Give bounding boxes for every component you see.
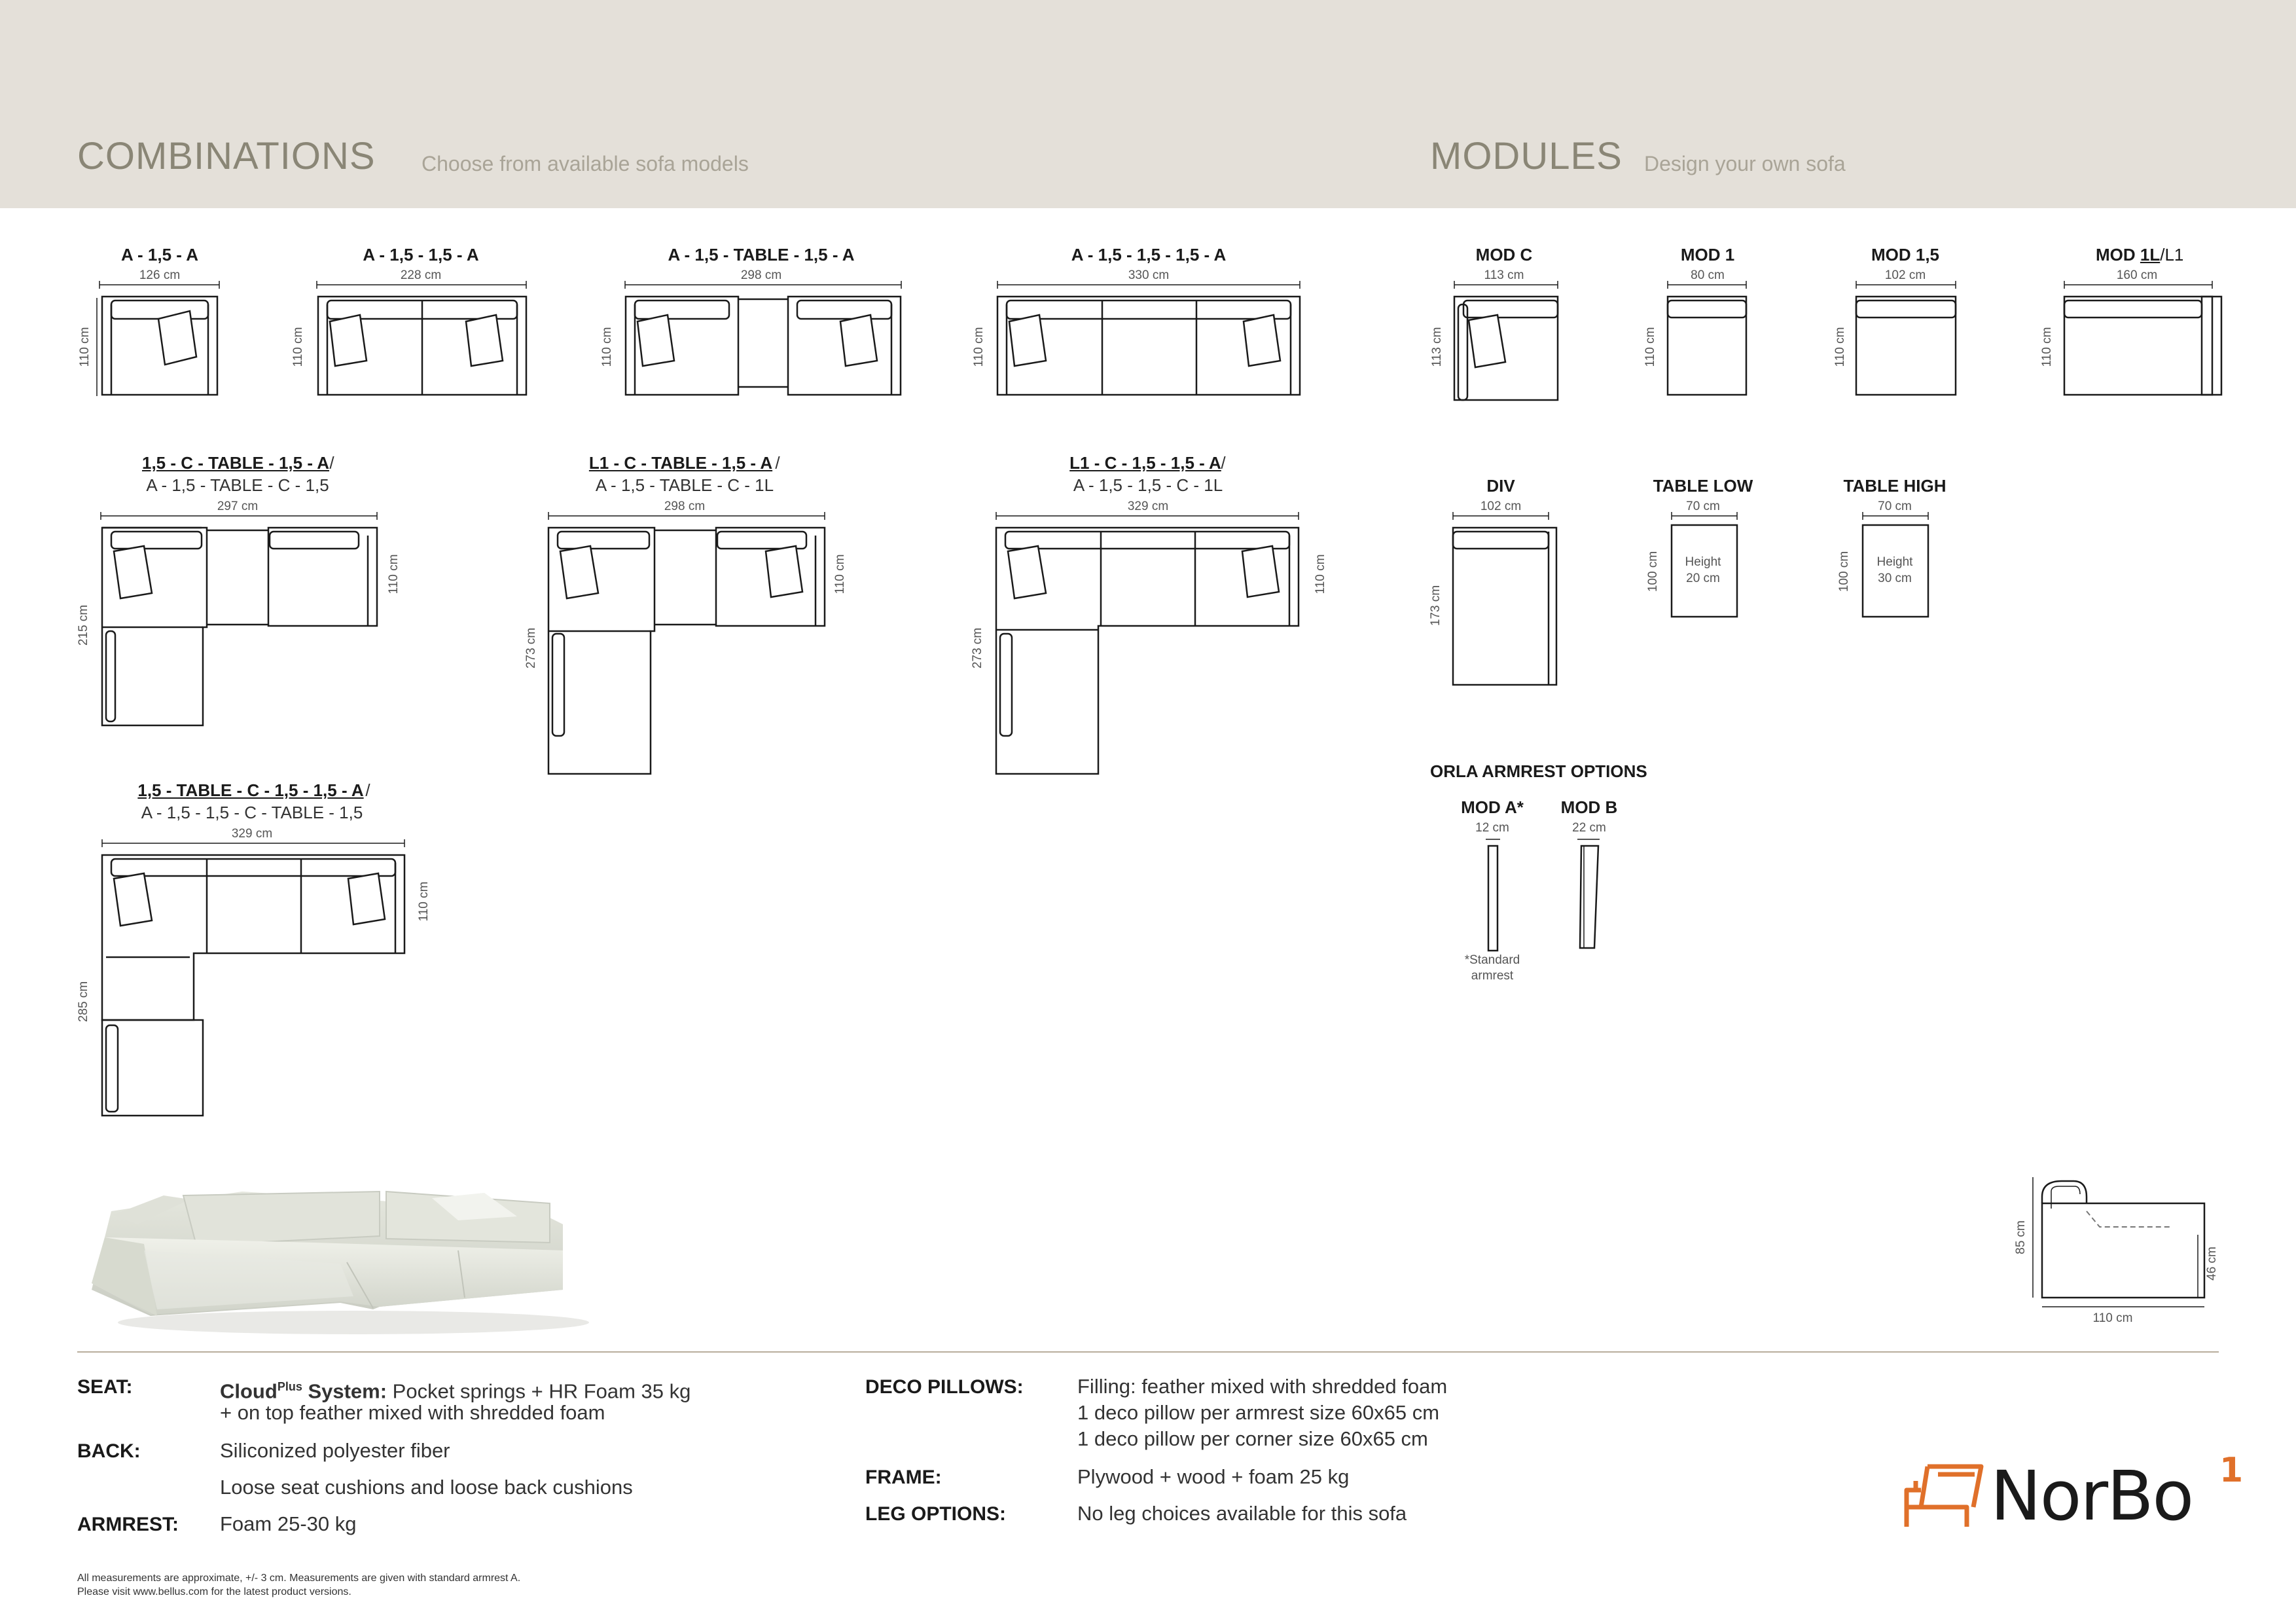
combo-depth: 110 cm xyxy=(417,881,431,922)
combo-depth: 110 cm xyxy=(972,327,986,367)
sofa-photo xyxy=(65,1152,583,1342)
combo-length: 273 cm xyxy=(971,627,984,669)
combo-width: 298 cm xyxy=(740,268,782,282)
armrest-note-line1: *Standard xyxy=(1464,953,1520,967)
footnote-line2: Please visit www.bellus.com for the latest product versions. xyxy=(77,1586,351,1597)
combo-drawing xyxy=(615,278,910,399)
module-width: 113 cm xyxy=(1484,268,1524,282)
table-height-value: 20 cm xyxy=(1686,572,1720,585)
module-width: 80 cm xyxy=(1691,268,1725,282)
module-width: 70 cm xyxy=(1686,500,1720,513)
module-depth: 173 cm xyxy=(1429,585,1443,627)
combo-width: 330 cm xyxy=(1128,268,1170,282)
combinations-title: COMBINATIONS xyxy=(77,135,376,177)
spec-value-armrest: Foam 25-30 kg xyxy=(220,1512,357,1535)
module-title-l1: /L1 xyxy=(2160,245,2184,264)
chair-logo-icon xyxy=(1901,1461,1986,1533)
module-width: 70 cm xyxy=(1878,500,1912,513)
combo-alt-title: A - 1,5 - TABLE - C - 1L xyxy=(595,475,774,495)
combo-depth: 110 cm xyxy=(833,554,847,594)
combo-title: A - 1,5 - A xyxy=(121,245,198,264)
combo-width: 228 cm xyxy=(400,268,442,282)
combo-alt-title: A - 1,5 - TABLE - C - 1,5 xyxy=(146,475,329,495)
footnote-line1: All measurements are approximate, +/- 3 cm. Measurements are given with standard armrest A. xyxy=(77,1573,521,1584)
armrest-option-width: 22 cm xyxy=(1572,821,1606,835)
module-title: TABLE HIGH xyxy=(1843,476,1946,496)
table-height-label: Height xyxy=(1685,555,1721,569)
combo-title: A - 1,5 - 1,5 - 1,5 - A xyxy=(1071,245,1227,264)
spec-seat-system: System: xyxy=(302,1379,387,1403)
combo-depth: 110 cm xyxy=(78,327,92,367)
combo-length: 215 cm xyxy=(77,604,90,646)
armrest-note-line2: armrest xyxy=(1471,969,1514,983)
spec-value-deco-line1: Filling: feather mixed with shredded foam xyxy=(1077,1375,1448,1398)
module-drawing xyxy=(1660,278,1758,399)
spec-value-deco-line2: 1 deco pillow per armrest size 60x65 cm xyxy=(1077,1401,1440,1424)
logo-sup: 1 xyxy=(2219,1451,2244,1490)
armrest-option-title: MOD A* xyxy=(1461,797,1524,817)
module-width: 102 cm xyxy=(1480,500,1522,513)
module-depth: 110 cm xyxy=(1643,327,1657,367)
module-width: 160 cm xyxy=(2116,268,2158,282)
spec-seat-desc: Pocket springs + HR Foam 35 kg xyxy=(387,1379,691,1403)
combinations-subtitle: Choose from available sofa models xyxy=(422,152,749,175)
module-title-1l: 1L xyxy=(2140,245,2161,264)
combo-length: 273 cm xyxy=(524,627,538,669)
spec-value-deco-line3: 1 deco pillow per corner size 60x65 cm xyxy=(1077,1427,1428,1450)
module-depth: 110 cm xyxy=(2040,327,2054,367)
combo-alt-title: A - 1,5 - 1,5 - C - 1L xyxy=(1073,475,1223,495)
side-view-drawing xyxy=(2022,1172,2206,1322)
combo-alt-title: A - 1,5 - 1,5 - C - TABLE - 1,5 xyxy=(141,803,363,822)
combo-title: 1,5 - C - TABLE - 1,5 - A xyxy=(141,453,330,473)
module-drawing xyxy=(1848,278,1966,399)
combo-drawing xyxy=(92,837,412,1118)
combo-width: 297 cm xyxy=(217,500,259,513)
spec-label-seat: SEAT: xyxy=(77,1376,133,1398)
combo-width: 329 cm xyxy=(231,827,273,841)
spec-seat-brand: Cloud xyxy=(220,1379,278,1403)
combo-title: A - 1,5 - 1,5 - A xyxy=(363,245,479,264)
module-title: MOD 1 xyxy=(1680,245,1735,264)
module-drawing xyxy=(1445,509,1560,689)
spec-label-leg-options: LEG OPTIONS: xyxy=(865,1503,1007,1525)
spec-value-back-line2: Loose seat cushions and loose back cushions xyxy=(220,1476,633,1499)
combo-depth: 110 cm xyxy=(1314,554,1327,594)
modules-title: MODULES xyxy=(1430,135,1623,177)
side-height: 85 cm xyxy=(2014,1220,2028,1254)
combo-depth: 110 cm xyxy=(387,554,401,594)
combo-drawing xyxy=(986,509,1306,778)
spec-value-frame: Plywood + wood + foam 25 kg xyxy=(1077,1465,1350,1488)
armrest-option-title: MOD B xyxy=(1560,797,1618,817)
module-depth: 110 cm xyxy=(1833,327,1847,367)
spec-value-leg-options: No leg choices available for this sofa xyxy=(1077,1502,1407,1525)
armrest-title: ORLA ARMREST OPTIONS xyxy=(1430,761,1647,781)
module-title-prefix: MOD xyxy=(2096,245,2140,264)
spec-label-back: BACK: xyxy=(77,1440,141,1462)
combo-drawing xyxy=(538,509,839,778)
combo-width: 126 cm xyxy=(139,268,181,282)
combo-drawing xyxy=(987,278,1308,399)
module-drawing xyxy=(2055,278,2219,399)
table-height-value: 30 cm xyxy=(1878,572,1912,585)
combo-title: L1 - C - TABLE - 1,5 - A xyxy=(588,453,773,473)
combo-title: A - 1,5 - TABLE - 1,5 - A xyxy=(668,245,855,264)
side-depth: 110 cm xyxy=(2092,1311,2133,1325)
module-title: TABLE LOW xyxy=(1653,476,1753,496)
combo-depth: 110 cm xyxy=(291,327,305,367)
combo-slash: / xyxy=(1221,453,1226,473)
table-height-label: Height xyxy=(1876,555,1913,569)
spec-label-armrest: ARMREST: xyxy=(77,1514,179,1535)
spec-seat-brand-sup: Plus xyxy=(277,1380,302,1393)
module-title: MOD 1,5 xyxy=(1871,245,1940,264)
logo-text: NorBo xyxy=(1990,1456,2193,1536)
armrest-option-width: 12 cm xyxy=(1475,821,1509,835)
combo-length: 285 cm xyxy=(77,981,90,1023)
spec-value-back: Siliconized polyester fiber xyxy=(220,1439,450,1462)
combo-width: 329 cm xyxy=(1127,500,1169,513)
combo-drawing xyxy=(92,278,223,399)
module-drawing xyxy=(1444,278,1568,403)
combo-slash: / xyxy=(775,453,780,473)
combo-depth: 110 cm xyxy=(600,327,614,367)
header-band xyxy=(0,0,2296,208)
module-depth: 113 cm xyxy=(1430,327,1444,367)
armrest-drawing xyxy=(1473,833,1617,954)
divider-line xyxy=(77,1351,2219,1353)
spec-label-frame: FRAME: xyxy=(865,1467,942,1488)
module-depth: 100 cm xyxy=(1646,551,1660,592)
module-width: 102 cm xyxy=(1884,268,1926,282)
spec-value-seat-line2: + on top feather mixed with shredded foam xyxy=(220,1401,605,1424)
module-title xyxy=(2096,245,2183,265)
module-depth: 100 cm xyxy=(1837,551,1851,592)
side-seat-height: 46 cm xyxy=(2205,1247,2219,1281)
combo-slash: / xyxy=(365,780,370,800)
spec-label-deco-pillows: DECO PILLOWS: xyxy=(865,1376,1024,1398)
combo-drawing xyxy=(308,278,533,399)
module-title: DIV xyxy=(1486,476,1515,496)
combo-title: 1,5 - TABLE - C - 1,5 - 1,5 - A xyxy=(137,780,364,800)
module-title: MOD C xyxy=(1475,245,1533,264)
combo-title: L1 - C - 1,5 - 1,5 - A xyxy=(1069,453,1221,473)
combo-slash: / xyxy=(329,453,334,473)
modules-subtitle: Design your own sofa xyxy=(1644,152,1846,175)
combo-drawing xyxy=(92,509,393,729)
combo-width: 298 cm xyxy=(664,500,706,513)
